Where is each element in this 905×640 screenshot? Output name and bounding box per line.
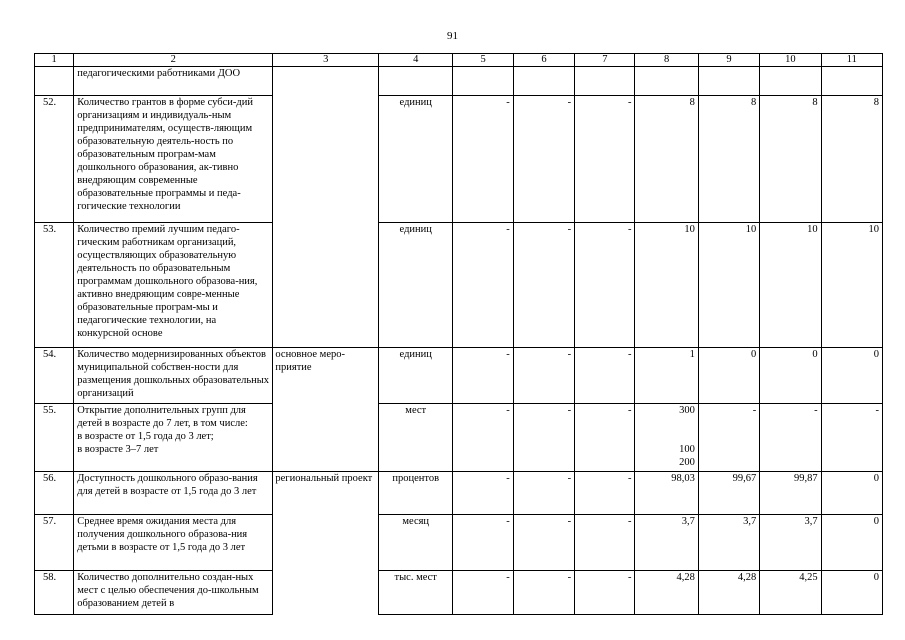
- value-cell: 3,7: [635, 515, 698, 571]
- header-cell: 1: [35, 54, 74, 67]
- activity-type: [273, 404, 379, 472]
- value-cell: -: [453, 223, 513, 348]
- indicator-name: Среднее время ожидания места для получения дошкольного образова-ния детьми в возрасте от 1,5 года до 3 лет: [74, 515, 273, 571]
- value-cell: -: [760, 404, 821, 472]
- row-number: 52.: [35, 96, 74, 223]
- header-cell: 3: [273, 54, 379, 67]
- value-cell: -: [453, 515, 513, 571]
- table-row: [35, 472, 883, 515]
- indicator-name: педагогическими работниками ДОО: [74, 67, 273, 96]
- value-sub-1: 100: [679, 444, 695, 455]
- unit-cell: тыс. мест: [379, 571, 453, 615]
- value-total: 300: [679, 405, 695, 416]
- value-cell: -: [513, 223, 574, 348]
- value-cell: [821, 67, 882, 96]
- value-cell: -: [513, 348, 574, 404]
- activity-type: [273, 96, 379, 223]
- header-cell: 4: [379, 54, 453, 67]
- activity-type: [273, 515, 379, 571]
- value-cell: [453, 67, 513, 96]
- value-cell: 4,28: [698, 571, 759, 615]
- value-cell: 10: [760, 223, 821, 348]
- value-cell: 0: [821, 571, 882, 615]
- value-cell: -: [453, 472, 513, 515]
- header-cell: 7: [575, 54, 635, 67]
- row-number: 53.: [35, 223, 74, 348]
- header-cell: 5: [453, 54, 513, 67]
- value-cell: 99,87: [760, 472, 821, 515]
- value-cell: 99,67: [698, 472, 759, 515]
- row-number: 57.: [35, 515, 74, 571]
- header-cell: 10: [760, 54, 821, 67]
- row-number: 55.: [35, 404, 74, 472]
- indicator-name: Количество дополнительно создан-ных мест с целью обеспечения до-школьным образованием детей в: [74, 571, 273, 615]
- value-cell: 1: [635, 348, 698, 404]
- row-number: 58.: [35, 571, 74, 615]
- value-cell: -: [575, 515, 635, 571]
- value-cell: -: [575, 571, 635, 615]
- table-row: [35, 348, 883, 404]
- value-cell: -: [575, 472, 635, 515]
- value-cell: [635, 67, 698, 96]
- unit-cell: единиц: [379, 348, 453, 404]
- value-cell: [513, 67, 574, 96]
- value-cell: 3,7: [760, 515, 821, 571]
- indicators-table: [34, 53, 883, 615]
- value-cell: [698, 67, 759, 96]
- row-number: 56.: [35, 472, 74, 515]
- header-cell: 8: [635, 54, 698, 67]
- value-cell: -: [698, 404, 759, 472]
- value-cell: -: [821, 404, 882, 472]
- header-cell: 6: [513, 54, 574, 67]
- value-cell: -: [513, 404, 574, 472]
- value-cell: -: [513, 515, 574, 571]
- row-number: 54.: [35, 348, 74, 404]
- indicator-name: Количество грантов в форме субси-дий организациям и индивидуаль-ным предпринимателям, осуществ-ляющим образовательную деятель-ность по образовательным програм-мам дошкольного образования, ак-тивно внедряющим современные образовательные программы и педа-гогические технологии: [74, 96, 273, 223]
- value-cell: 8: [698, 96, 759, 223]
- activity-type: [273, 223, 379, 348]
- value-cell: 8: [821, 96, 882, 223]
- value-cell: -: [453, 404, 513, 472]
- value-cell: -: [453, 571, 513, 615]
- value-cell: 0: [760, 348, 821, 404]
- header-cell: 9: [698, 54, 759, 67]
- unit-cell: месяц: [379, 515, 453, 571]
- value-cell: -: [453, 96, 513, 223]
- value-cell: [760, 67, 821, 96]
- value-cell: 10: [698, 223, 759, 348]
- value-cell: 10: [635, 223, 698, 348]
- activity-type: региональный проект: [273, 472, 379, 515]
- value-cell: 4,25: [760, 571, 821, 615]
- value-cell: 0: [821, 515, 882, 571]
- table-row: [35, 223, 883, 348]
- value-cell: -: [575, 223, 635, 348]
- value-cell: 0: [821, 472, 882, 515]
- header-cell: 11: [821, 54, 882, 67]
- indicator-name: Количество модернизированных объектов муниципальной собствен-ности для размещения дошкольных образовательных организаций: [74, 348, 273, 404]
- activity-type: [273, 67, 379, 96]
- table-row: [35, 404, 883, 472]
- unit-cell: процентов: [379, 472, 453, 515]
- header-cell: 2: [74, 54, 273, 67]
- value-cell: -: [575, 96, 635, 223]
- value-cell-split: [635, 404, 698, 472]
- value-cell: 8: [760, 96, 821, 223]
- table-row: [35, 67, 883, 96]
- indicator-name: Доступность дошкольного образо-вания для детей в возрасте от 1,5 года до 3 лет: [74, 472, 273, 515]
- value-cell: 0: [698, 348, 759, 404]
- value-sub-2: 200: [679, 457, 695, 468]
- unit-cell: мест: [379, 404, 453, 472]
- value-cell: -: [513, 571, 574, 615]
- value-cell: 98,03: [635, 472, 698, 515]
- unit-cell: единиц: [379, 223, 453, 348]
- value-cell: -: [575, 348, 635, 404]
- row-number: [35, 67, 74, 96]
- value-cell: 10: [821, 223, 882, 348]
- value-cell: [575, 67, 635, 96]
- value-cell: 0: [821, 348, 882, 404]
- value-cell: 3,7: [698, 515, 759, 571]
- table-row: [35, 515, 883, 571]
- value-cell: -: [453, 348, 513, 404]
- table-row: [35, 96, 883, 223]
- value-cell: 8: [635, 96, 698, 223]
- page-number: 91: [447, 30, 458, 42]
- indicator-name: Открытие дополнительных групп для детей в возрасте до 7 лет, в том числе: в возрасте от 1,5 года до 3 лет; в возрасте 3–7 лет: [74, 404, 273, 472]
- unit-cell: единиц: [379, 96, 453, 223]
- activity-type: основное меро-приятие: [273, 348, 379, 404]
- unit-cell: [379, 67, 453, 96]
- value-cell: -: [513, 96, 574, 223]
- value-cell: -: [575, 404, 635, 472]
- activity-type: [273, 571, 379, 615]
- indicator-name: Количество премий лучшим педаго-гическим работникам организаций, осуществляющих образовательную деятельность по образовательным программам дошкольного образова-ния, активно внедряющим совре-менные образовательные програм-мы и педагогические технологии, на конкурсной основе: [74, 223, 273, 348]
- table-header-row: [35, 54, 883, 67]
- value-cell: -: [513, 472, 574, 515]
- value-cell: 4,28: [635, 571, 698, 615]
- table-row: [35, 571, 883, 615]
